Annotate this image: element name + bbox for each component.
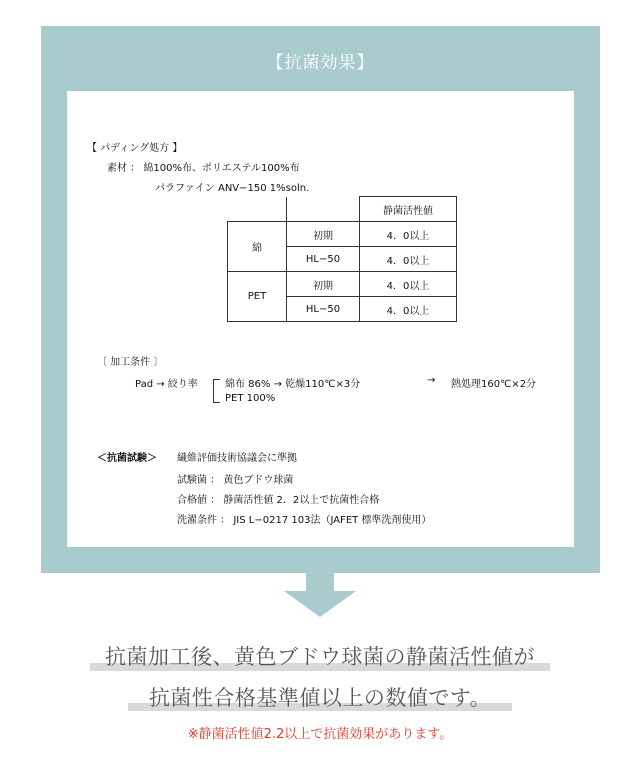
headline-line-2: 抗菌性合格基準値以上の数値です。 bbox=[148, 686, 492, 710]
info-panel bbox=[41, 26, 600, 573]
bracket-divider bbox=[213, 379, 220, 403]
table-cell-value: 4．0以上 bbox=[360, 272, 457, 297]
heat-treatment: 熱処理160℃×2分 bbox=[451, 379, 537, 390]
reagent-line: パラファイン ANV−150 1%soln. bbox=[155, 183, 310, 194]
table-row-material: 綿 bbox=[228, 222, 287, 272]
table-cell-condition: 初期 bbox=[287, 222, 360, 247]
wash-condition: 洗濯条件 ： JIS L−0217 103法（JAFET 標準洗剤使用） bbox=[177, 515, 432, 526]
table-cell-condition: HL−50 bbox=[287, 247, 360, 272]
test-bacteria: 試験菌 ： 黄色ブドウ球菌 bbox=[177, 475, 294, 486]
pass-criteria: 合格値 ： 静菌活性値 2．2以上で抗菌性合格 bbox=[177, 495, 380, 506]
table-cell-value: 4．0以上 bbox=[360, 297, 457, 322]
cotton-condition: 綿布 86% → 乾燥110℃×3分 bbox=[225, 379, 361, 390]
table-cell-value: 4．0以上 bbox=[360, 222, 457, 247]
panel-title: 【抗菌効果】 bbox=[266, 53, 375, 73]
padding-section-title: 【 パディング処方 】 bbox=[87, 143, 183, 154]
processing-section-title: 〔 加工条件 〕 bbox=[97, 357, 164, 368]
table-row-material: PET bbox=[228, 272, 287, 322]
table-header: 静菌活性値 bbox=[360, 197, 457, 222]
arrow-text: → bbox=[427, 375, 436, 386]
table-cell-condition: 初期 bbox=[287, 272, 360, 297]
test-report-document bbox=[67, 91, 574, 547]
footnote: ※静菌活性値2.2以上で抗菌効果があります。 bbox=[187, 727, 453, 742]
pet-condition: PET 100% bbox=[225, 393, 276, 404]
table-cell-value: 4．0以上 bbox=[360, 247, 457, 272]
headline-line-1: 抗菌加工後、黄色ブドウ球菌の静菌活性値が bbox=[105, 645, 535, 669]
pad-label: Pad → 絞り率 bbox=[135, 379, 198, 390]
test-title: ＜抗菌試験＞ bbox=[97, 453, 157, 464]
down-arrow-stem bbox=[306, 573, 334, 591]
down-arrow-icon bbox=[284, 591, 356, 617]
material-line: 素材 ： 綿100%布、ポリエステル100%布 bbox=[107, 163, 300, 174]
test-standard: 繊維評価技術協議会に準拠 bbox=[177, 453, 297, 464]
result-table bbox=[227, 196, 457, 322]
table-cell-condition: HL−50 bbox=[287, 297, 360, 322]
